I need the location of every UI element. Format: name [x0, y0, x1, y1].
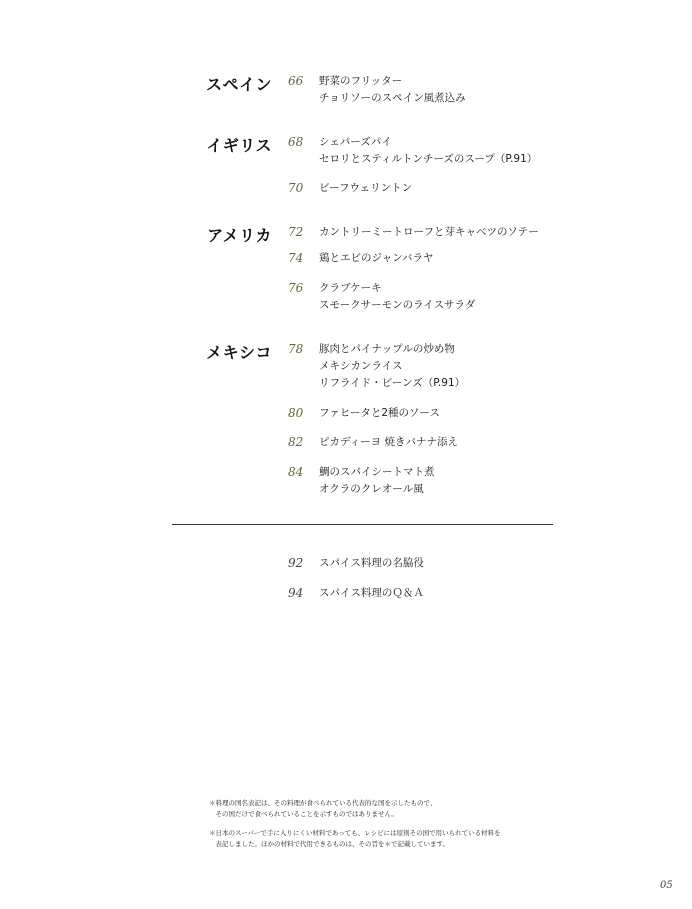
recipe-title: カントリーミートローフと芽キャベツのソテー — [319, 226, 539, 238]
country-heading-spain: スペイン — [205, 75, 272, 94]
recipe-title: チョリソーのスペイン風煮込み — [319, 92, 466, 104]
recipe-titles — [319, 341, 465, 392]
column-titles — [319, 585, 424, 602]
column-titles — [319, 555, 424, 572]
recipe-title: メキシカンライス — [319, 360, 403, 372]
page-number: 70 — [288, 181, 304, 195]
recipe-titles — [319, 434, 458, 451]
recipe-title: ファヒータと2種のソース — [319, 407, 440, 419]
recipe-titles — [319, 250, 434, 267]
section-divider — [172, 524, 553, 525]
recipe-title: スモークサーモンのライスサラダ — [319, 299, 476, 311]
page-number: 84 — [288, 465, 304, 479]
folio-page-number: 05 — [660, 880, 673, 891]
footnote — [209, 828, 501, 850]
country-heading-usa: アメリカ — [207, 226, 272, 245]
page-number: 92 — [288, 556, 304, 570]
recipe-title: セロリとスティルトンチーズのスープ（P.91） — [319, 153, 538, 165]
recipe-titles — [319, 134, 537, 168]
footnote — [209, 798, 501, 820]
recipe-title: 鶏とエビのジャンバラヤ — [319, 252, 434, 264]
page-number: 78 — [288, 342, 304, 356]
page-number: 82 — [288, 435, 304, 449]
recipe-title: リフライド・ビーンズ（P.91） — [319, 377, 466, 389]
footnote-line: ＊料理の国名表記は、その料理が食べられている代表的な国を示したもので、 — [209, 799, 437, 807]
recipe-titles — [319, 180, 412, 197]
recipe-title: ビーフウェリントン — [319, 182, 413, 194]
page-number: 68 — [288, 135, 304, 149]
recipe-title: クラブケーキ — [319, 282, 382, 294]
column-title: スパイス料理のＱ＆Ａ — [319, 587, 424, 599]
column-title: スパイス料理の名脇役 — [319, 557, 424, 569]
recipe-titles — [319, 73, 466, 107]
recipe-titles — [319, 464, 435, 498]
page-number: 76 — [288, 281, 304, 295]
page-number: 66 — [288, 74, 304, 88]
recipe-title: オクラのクレオール風 — [319, 483, 424, 495]
recipe-title: 豚肉とパイナップルの炒め物 — [319, 343, 455, 355]
recipe-title: 鯛のスパイシートマト煮 — [319, 466, 435, 478]
footnote-line: その国だけで食べられていることを示すものではありません。 — [209, 810, 398, 818]
page-number: 94 — [288, 586, 304, 600]
recipe-titles — [319, 280, 475, 314]
footnote-line: ＊日本のスーパーで手に入りにくい材料であっても、レシピには原則その国で用いられている材料を — [209, 829, 501, 837]
footnotes — [209, 798, 501, 858]
recipe-titles — [319, 405, 440, 422]
recipe-title: ピカディーヨ 焼きバナナ添え — [319, 436, 458, 448]
footnote-line: 表記しました。ほかの材料で代用できるものは、その旨を＊で記載しています。 — [209, 840, 449, 848]
page-number: 72 — [288, 225, 304, 239]
country-heading-mexico: メキシコ — [206, 343, 272, 362]
recipe-title: 野菜のフリッター — [319, 75, 403, 87]
recipe-titles — [319, 224, 539, 241]
page-number: 74 — [288, 251, 304, 265]
page-number: 80 — [288, 406, 304, 420]
country-heading-uk: イギリス — [206, 136, 272, 155]
recipe-title: シェパーズパイ — [319, 136, 392, 148]
